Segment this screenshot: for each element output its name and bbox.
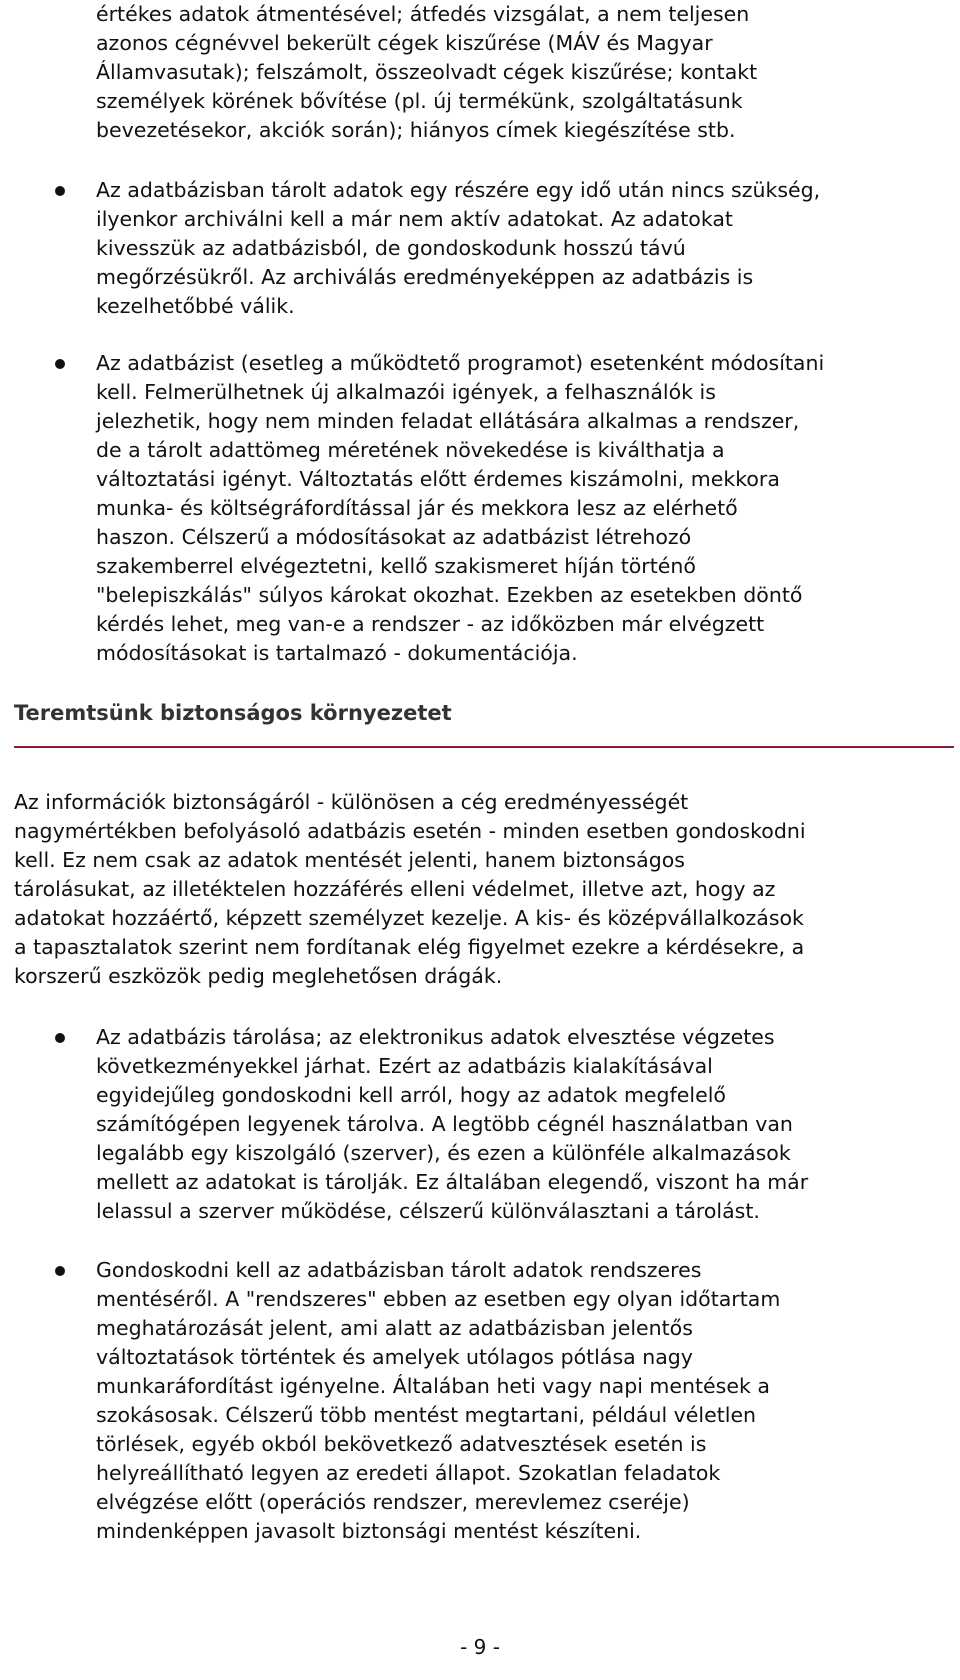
text-line: mindenképpen javasolt biztonsági mentést készíteni. bbox=[96, 1519, 642, 1543]
text-line: kérdés lehet, meg van-e a rendszer - az időközben már elvégzett bbox=[96, 612, 765, 636]
text-line: számítógépen legyenek tárolva. A legtöbb cégnél használatban van bbox=[96, 1112, 793, 1136]
text-line: nagymértékben befolyásoló adatbázis esetén - minden esetben gondoskodni bbox=[14, 819, 806, 843]
text-line: helyreállítható legyen az eredeti állapot. Szokatlan feladatok bbox=[96, 1461, 721, 1485]
text-line: kezelhetőbbé válik. bbox=[96, 294, 295, 318]
text-line: haszon. Célszerű a módosításokat az adatbázist létrehozó bbox=[96, 525, 692, 549]
text-line: Az adatbázis tárolása; az elektronikus adatok elvesztése végzetes bbox=[96, 1025, 775, 1049]
text-line: személyek körének bővítése (pl. új termékünk, szolgáltatásunk bbox=[96, 89, 743, 113]
text-line: Az adatbázist (esetleg a működtető programot) esetenként módosítani bbox=[96, 351, 825, 375]
text-line: értékes adatok átmentésével; átfedés vizsgálat, a nem teljesen bbox=[96, 2, 750, 26]
page-number: - 9 - bbox=[460, 1635, 500, 1659]
text-line: azonos cégnévvel bekerült cégek kiszűrése (MÁV és Magyar bbox=[96, 31, 713, 55]
heading-divider bbox=[14, 746, 954, 748]
text-line: legalább egy kiszolgáló (szerver), és ezen a különféle alkalmazások bbox=[96, 1141, 791, 1165]
bullet-icon bbox=[55, 186, 65, 196]
text-line: lelassul a szerver működése, célszerű különválasztani a tárolást. bbox=[96, 1199, 760, 1223]
bullet-icon bbox=[55, 359, 65, 369]
text-line: kell. Felmerülhetnek új alkalmazói igények, a felhasználók is bbox=[96, 380, 716, 404]
text-line: szakemberrel elvégeztetni, kellő szakismeret híján történő bbox=[96, 554, 696, 578]
text-line: Az információk biztonságáról - különösen a cég eredményességét bbox=[14, 790, 689, 814]
text-line: megőrzésükről. Az archiválás eredményeképpen az adatbázis is bbox=[96, 265, 754, 289]
bullet-modification bbox=[96, 349, 824, 668]
text-line: Államvasutak); felszámolt, összeolvadt cégek kiszűrése; kontakt bbox=[96, 60, 758, 84]
text-line: kivesszük az adatbázisból, de gondoskodunk hosszú távú bbox=[96, 236, 686, 260]
bullet-archiving bbox=[96, 176, 820, 321]
text-line: változtatások történtek és amelyek utólagos pótlása nagy bbox=[96, 1345, 693, 1369]
bullet-icon bbox=[55, 1266, 65, 1276]
text-line: mellett az adatokat is tárolják. Ez általában elegendő, viszont ha már bbox=[96, 1170, 809, 1194]
text-line: egyidejűleg gondoskodni kell arról, hogy az adatok megfelelő bbox=[96, 1083, 726, 1107]
text-line: szokásosak. Célszerű több mentést megtartani, például véletlen bbox=[96, 1403, 757, 1427]
text-line: munkaráfordítást igényelne. Általában heti vagy napi mentések a bbox=[96, 1374, 770, 1398]
text-line: korszerű eszközök pedig meglehetősen drágák. bbox=[14, 964, 503, 988]
text-line: tárolásukat, az illetéktelen hozzáférés elleni védelmet, illetve azt, hogy az bbox=[14, 877, 776, 901]
intro-paragraph bbox=[14, 788, 806, 991]
text-line: változtatási igényt. Változtatás előtt érdemes kiszámolni, mekkora bbox=[96, 467, 780, 491]
text-line: a tapasztalatok szerint nem fordítanak elég figyelmet ezekre a kérdésekre, a bbox=[14, 935, 805, 959]
bullet-icon bbox=[55, 1033, 65, 1043]
text-line: jelezhetik, hogy nem minden feladat ellátására alkalmas a rendszer, bbox=[96, 409, 800, 433]
text-line: ilyenkor archiválni kell a már nem aktív adatokat. Az adatokat bbox=[96, 207, 733, 231]
text-line: Gondoskodni kell az adatbázisban tárolt adatok rendszeres bbox=[96, 1258, 702, 1282]
text-line: kell. Ez nem csak az adatok mentését jelenti, hanem biztonságos bbox=[14, 848, 685, 872]
text-line: Az adatbázisban tárolt adatok egy részére egy idő után nincs szükség, bbox=[96, 178, 821, 202]
text-line: módosításokat is tartalmazó - dokumentációja. bbox=[96, 641, 578, 665]
text-line: következményekkel járhat. Ezért az adatbázis kialakításával bbox=[96, 1054, 713, 1078]
text-line: meghatározását jelent, ami alatt az adatbázisban jelentős bbox=[96, 1316, 693, 1340]
text-line: de a tárolt adattömeg méretének növekedése is kiválthatja a bbox=[96, 438, 725, 462]
text-line: elvégzése előtt (operációs rendszer, merevlemez cseréje) bbox=[96, 1490, 690, 1514]
bullet-backup bbox=[96, 1256, 780, 1546]
text-line: törlések, egyéb okból bekövetkező adatvesztések esetén is bbox=[96, 1432, 707, 1456]
section-heading: Teremtsünk biztonságos környezetet bbox=[14, 701, 452, 725]
continuation-paragraph bbox=[96, 0, 757, 145]
text-line: "belepiszkálás" súlyos károkat okozhat. Ezekben az esetekben döntő bbox=[96, 583, 803, 607]
text-line: adatokat hozzáértő, képzett személyzet kezelje. A kis- és középvállalkozások bbox=[14, 906, 804, 930]
text-line: bevezetésekor, akciók során); hiányos címek kiegészítése stb. bbox=[96, 118, 736, 142]
bullet-storage bbox=[96, 1023, 808, 1226]
text-line: munka- és költségráfordítással jár és mekkora lesz az elérhető bbox=[96, 496, 738, 520]
text-line: mentéséről. A "rendszeres" ebben az esetben egy olyan időtartam bbox=[96, 1287, 781, 1311]
